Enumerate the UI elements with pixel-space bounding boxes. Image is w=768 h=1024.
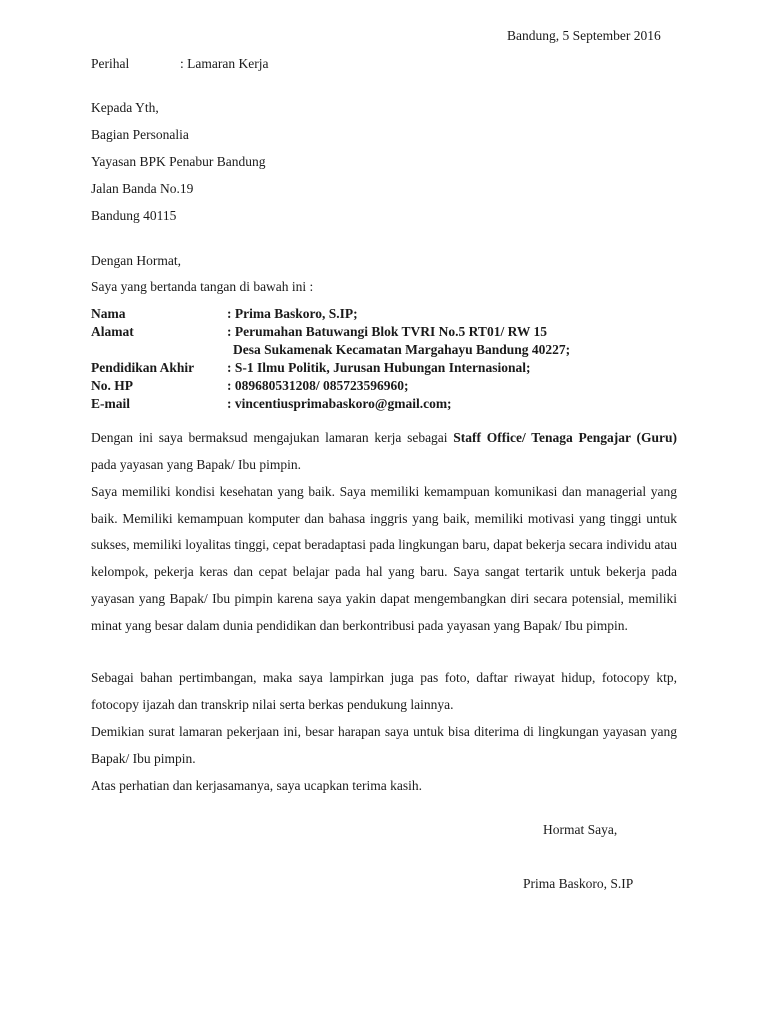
position-applied: Staff Office/ Tenaga Pengajar (Guru) <box>453 430 677 445</box>
recipient-line: Jalan Banda No.19 <box>91 181 194 196</box>
recipient-line: Yayasan BPK Penabur Bandung <box>91 154 266 169</box>
perihal-label: Perihal <box>91 56 130 71</box>
identity-value: : 089680531208/ 085723596960; <box>227 378 409 393</box>
identity-label: Pendidikan Akhir <box>91 360 195 375</box>
body-paragraph-1 <box>91 425 677 478</box>
intro-line: Saya yang bertanda tangan di bawah ini : <box>91 279 314 294</box>
identity-value: : vincentiusprimabaskoro@gmail.com; <box>227 396 452 411</box>
identity-label: Nama <box>91 306 126 321</box>
closing-thanks: Atas perhatian dan kerjasamanya, saya ucapkan terima kasih. <box>91 778 422 793</box>
identity-value: : Perumahan Batuwangi Blok TVRI No.5 RT01/ RW 15 <box>227 324 547 339</box>
identity-label: E-mail <box>91 396 130 411</box>
recipient-line: Bandung 40115 <box>91 208 177 223</box>
body-paragraph-4: Demikian surat lamaran pekerjaan ini, besar harapan saya untuk bisa diterima di lingkungan yayasan yang Bapak/ Ibu pimpin. <box>91 724 677 766</box>
greeting: Dengan Hormat, <box>91 253 181 268</box>
recipient-line: Kepada Yth, <box>91 100 159 115</box>
body-paragraph-2: Saya memiliki kondisi kesehatan yang baik. Saya memiliki kemampuan komunikasi dan managerial yang baik. Memiliki kemampuan komputer dan bahasa inggris yang baik, memiliki motivasi yang tinggi untuk sukses, memiliki loyalitas tinggi, cepat beradaptasi pada lingkungan baru, dapat bekerja secara individu atau kelompok, pekerja keras dan cepat belajar pada hal yang baru. Saya sangat tertarik untuk bekerja pada yayasan yang Bapak/ Ibu pimpin karena saya yakin dapat mengembangkan diri secara potensial, memiliki minat yang besar dalam dunia pendidikan dan berkontribusi pada yayasan yang Bapak/ Ibu pimpin. <box>91 484 677 633</box>
identity-label: Alamat <box>91 324 134 339</box>
identity-value: : Prima Baskoro, S.IP; <box>227 306 358 321</box>
paragraph-text: pada yayasan yang Bapak/ Ibu pimpin. <box>91 456 301 472</box>
signature-name: Prima Baskoro, S.IP <box>523 876 634 891</box>
identity-label: No. HP <box>91 378 133 393</box>
identity-value: : S-1 Ilmu Politik, Jurusan Hubungan Internasional; <box>227 360 531 375</box>
paragraph-text: Dengan ini saya bermaksud mengajukan lamaran kerja sebagai <box>91 430 454 445</box>
recipient-line: Bagian Personalia <box>91 127 189 142</box>
body-paragraph-3: Sebagai bahan pertimbangan, maka saya lampirkan juga pas foto, daftar riwayat hidup, fotocopy ktp, fotocopy ijazah dan transkrip nilai serta berkas pendukung lainnya. <box>91 670 677 712</box>
closing-salutation: Hormat Saya, <box>543 822 618 837</box>
perihal-value: : Lamaran Kerja <box>180 56 269 71</box>
identity-value: Desa Sukamenak Kecamatan Margahayu Bandung 40227; <box>233 342 571 357</box>
letter-date: Bandung, 5 September 2016 <box>507 28 661 43</box>
